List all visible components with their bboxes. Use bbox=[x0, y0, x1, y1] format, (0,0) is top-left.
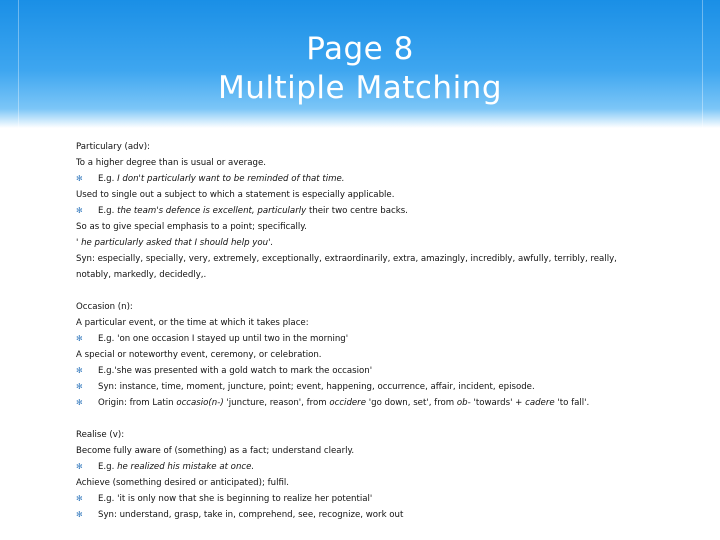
particularly-heading: Particulary (adv): bbox=[76, 142, 150, 152]
bullet-icon: ✻ bbox=[76, 366, 83, 375]
bullet-icon: ✻ bbox=[76, 398, 83, 407]
realise-heading: Realise (v): bbox=[76, 430, 125, 440]
occasion-synonyms: ✻ Syn: instance, time, moment, juncture, point; event, happening, occurrence, affair, incident, episode. bbox=[76, 379, 636, 395]
particularly-synonyms: Syn: especially, specially, very, extremely, exceptionally, extraordinarily, extra, amazingly, incredibly, awfully, terribly, really, notably, markedly, decidedly,. bbox=[76, 254, 617, 280]
occasion-def-1: A particular event, or the time at which it takes place: bbox=[76, 318, 309, 328]
bullet-icon: ✻ bbox=[76, 174, 83, 183]
bullet-icon: ✻ bbox=[76, 382, 83, 391]
realise-example-2: ✻ E.g. 'it is only now that she is beginning to realize her potential' bbox=[76, 491, 636, 507]
title-line-2: Multiple Matching bbox=[217, 70, 503, 106]
slide-header bbox=[0, 0, 720, 128]
particularly-def-2: Used to single out a subject to which a statement is especially applicable. bbox=[76, 190, 395, 200]
bullet-icon: ✻ bbox=[76, 462, 83, 471]
particularly-def-3: So as to give special emphasis to a point; specifically. bbox=[76, 222, 307, 232]
occasion-example-1: ✻ E.g. 'on one occasion I stayed up until two in the morning' bbox=[76, 331, 636, 347]
slide-title bbox=[0, 30, 720, 108]
occasion-heading: Occasion (n): bbox=[76, 302, 133, 312]
occasion-def-2: A special or noteworthy event, ceremony, or celebration. bbox=[76, 350, 322, 360]
occasion-example-2: ✻ E.g.'she was presented with a gold watch to mark the occasion' bbox=[76, 363, 636, 379]
particularly-example-2: ✻ E.g. the team's defence is excellent, particularly their two centre backs. bbox=[76, 203, 636, 219]
bullet-icon: ✻ bbox=[76, 334, 83, 343]
realise-example-1: ✻ E.g. he realized his mistake at once. bbox=[76, 459, 636, 475]
bullet-icon: ✻ bbox=[76, 494, 83, 503]
realise-def-1: Become fully aware of (something) as a fact; understand clearly. bbox=[76, 446, 355, 456]
occasion-origin: ✻ Origin: from Latin occasio(n-) 'juncture, reason', from occidere 'go down, set', from ob- 'towards' + cadere 'to fall'. bbox=[76, 395, 636, 411]
bullet-icon: ✻ bbox=[76, 510, 83, 519]
realise-synonyms: ✻ Syn: understand, grasp, take in, comprehend, see, recognize, work out bbox=[76, 507, 636, 523]
bullet-icon: ✻ bbox=[76, 206, 83, 215]
particularly-example-3: ' he particularly asked that I should help you'. bbox=[76, 238, 274, 248]
particularly-def-1: To a higher degree than is usual or average. bbox=[76, 158, 266, 168]
title-line-1: Page 8 bbox=[306, 31, 414, 67]
particularly-example-1: ✻ E.g. I don't particularly want to be reminded of that time. bbox=[76, 171, 636, 187]
realise-def-2: Achieve (something desired or anticipated); fulfil. bbox=[76, 478, 289, 488]
slide-body bbox=[76, 139, 636, 523]
